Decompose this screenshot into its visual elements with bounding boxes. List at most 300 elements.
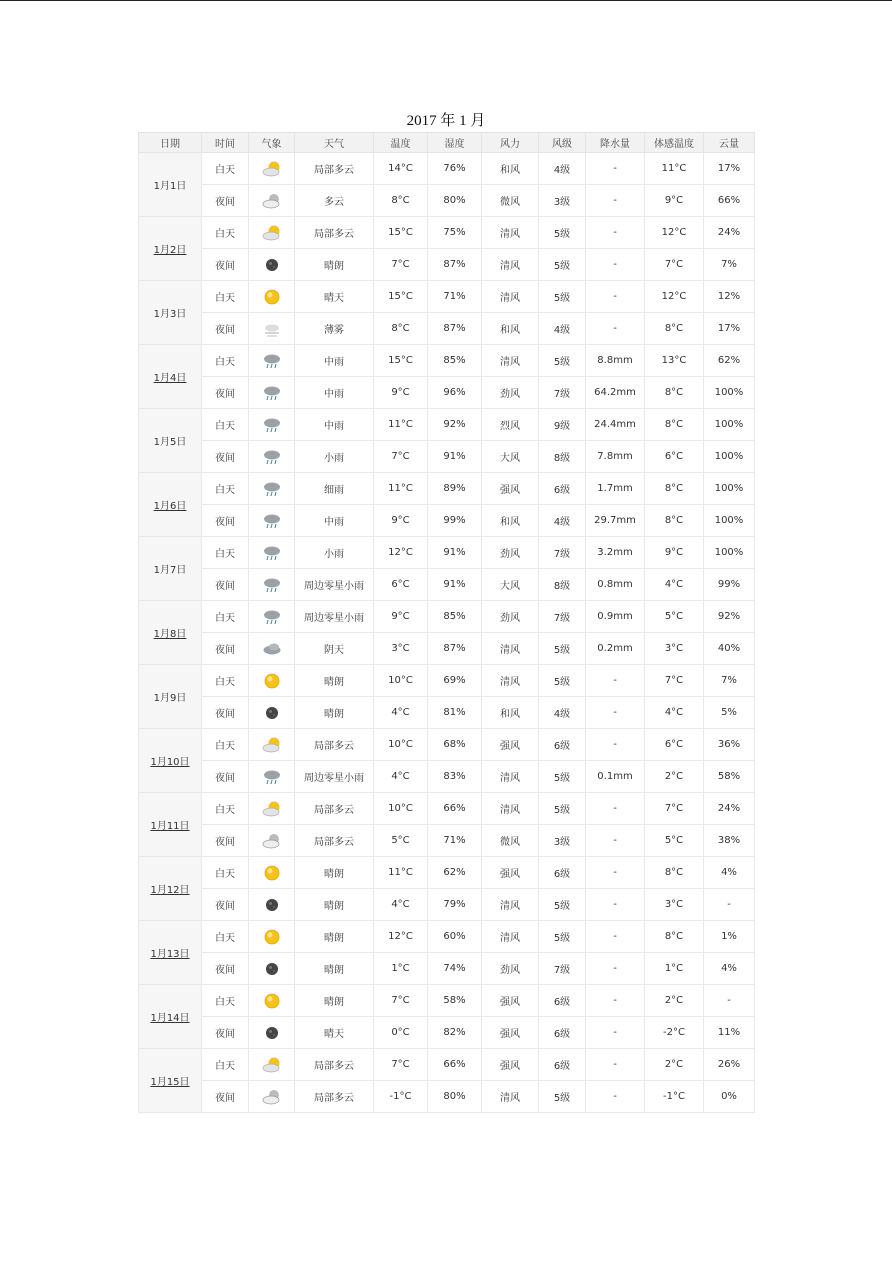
header-humidity: 湿度 xyxy=(428,133,482,153)
sun-icon xyxy=(261,288,283,306)
cloud-cover-cell: 62% xyxy=(704,345,755,377)
humidity-cell: 91% xyxy=(428,569,482,601)
date-cell xyxy=(139,409,202,473)
precipitation-cell: - xyxy=(586,1049,645,1081)
table-row xyxy=(139,505,755,537)
precipitation-cell: 8.8mm xyxy=(586,345,645,377)
date-cell xyxy=(139,281,202,345)
feels-like-cell: 13°C xyxy=(645,345,704,377)
time-cell: 白天 xyxy=(202,921,249,953)
feels-like-cell: 12°C xyxy=(645,281,704,313)
precipitation-cell: - xyxy=(586,825,645,857)
temperature-cell: 15°C xyxy=(374,281,428,313)
cloud-cover-cell: 38% xyxy=(704,825,755,857)
wind-cell: 和风 xyxy=(482,313,539,345)
precipitation-cell: - xyxy=(586,313,645,345)
weather-icon-cell xyxy=(249,537,295,569)
temperature-cell: 4°C xyxy=(374,761,428,793)
weather-icon-cell xyxy=(249,185,295,217)
time-cell: 夜间 xyxy=(202,761,249,793)
temperature-cell: 12°C xyxy=(374,921,428,953)
time-cell: 夜间 xyxy=(202,377,249,409)
feels-like-cell: 7°C xyxy=(645,249,704,281)
weather-icon-cell xyxy=(249,409,295,441)
table-row xyxy=(139,889,755,921)
wind-cell: 清风 xyxy=(482,889,539,921)
table-row xyxy=(139,793,755,825)
table-row xyxy=(139,761,755,793)
table-row xyxy=(139,1081,755,1113)
feels-like-cell: 3°C xyxy=(645,633,704,665)
rain-icon xyxy=(261,576,283,594)
time-cell: 白天 xyxy=(202,537,249,569)
wind-level-cell: 6级 xyxy=(539,1049,586,1081)
weather-cell: 局部多云 xyxy=(295,217,374,249)
temperature-cell: 10°C xyxy=(374,665,428,697)
date-cell[interactable] xyxy=(139,1049,202,1113)
wind-cell: 强风 xyxy=(482,1017,539,1049)
temperature-cell: 10°C xyxy=(374,729,428,761)
feels-like-cell: 7°C xyxy=(645,665,704,697)
date-link[interactable]: 1月2日 xyxy=(153,245,187,256)
wind-level-cell: 6级 xyxy=(539,473,586,505)
humidity-cell: 60% xyxy=(428,921,482,953)
weather-icon-cell xyxy=(249,921,295,953)
weather-table xyxy=(138,132,755,1113)
weather-icon-cell xyxy=(249,857,295,889)
wind-cell: 微风 xyxy=(482,185,539,217)
time-cell: 夜间 xyxy=(202,1081,249,1113)
precipitation-cell: - xyxy=(586,249,645,281)
top-border-line xyxy=(0,0,892,1)
feels-like-cell: 8°C xyxy=(645,313,704,345)
header-temperature: 温度 xyxy=(374,133,428,153)
wind-level-cell: 8级 xyxy=(539,441,586,473)
wind-level-cell: 6级 xyxy=(539,729,586,761)
date-label: 1月5日 xyxy=(153,437,187,448)
table-row xyxy=(139,345,755,377)
feels-like-cell: 6°C xyxy=(645,441,704,473)
date-link[interactable]: 1月4日 xyxy=(153,373,187,384)
moon-icon xyxy=(261,960,283,978)
time-cell: 白天 xyxy=(202,281,249,313)
cloud-cover-cell: 12% xyxy=(704,281,755,313)
wind-level-cell: 4级 xyxy=(539,153,586,185)
wind-cell: 大风 xyxy=(482,569,539,601)
wind-level-cell: 6级 xyxy=(539,857,586,889)
temperature-cell: 8°C xyxy=(374,313,428,345)
table-row xyxy=(139,249,755,281)
time-cell: 夜间 xyxy=(202,569,249,601)
weather-cell: 晴天 xyxy=(295,1017,374,1049)
date-cell[interactable] xyxy=(139,217,202,281)
temperature-cell: 4°C xyxy=(374,889,428,921)
wind-cell: 大风 xyxy=(482,441,539,473)
wind-cell: 烈风 xyxy=(482,409,539,441)
partly-cloudy-day-icon xyxy=(261,736,283,754)
wind-level-cell: 7级 xyxy=(539,601,586,633)
weather-cell: 小雨 xyxy=(295,441,374,473)
weather-icon-cell xyxy=(249,345,295,377)
weather-cell: 周边零星小雨 xyxy=(295,569,374,601)
temperature-cell: 9°C xyxy=(374,601,428,633)
sun-icon xyxy=(261,864,283,882)
precipitation-cell: - xyxy=(586,985,645,1017)
precipitation-cell: - xyxy=(586,153,645,185)
partly-cloudy-day-icon xyxy=(261,800,283,818)
weather-icon-cell xyxy=(249,281,295,313)
humidity-cell: 79% xyxy=(428,889,482,921)
weather-cell: 细雨 xyxy=(295,473,374,505)
weather-cell: 中雨 xyxy=(295,505,374,537)
weather-cell: 周边零星小雨 xyxy=(295,761,374,793)
feels-like-cell: 8°C xyxy=(645,857,704,889)
humidity-cell: 92% xyxy=(428,409,482,441)
table-row xyxy=(139,825,755,857)
sun-icon xyxy=(261,672,283,690)
table-row xyxy=(139,473,755,505)
header-weather: 天气 xyxy=(295,133,374,153)
rain-icon xyxy=(261,384,283,402)
rain-icon xyxy=(261,544,283,562)
temperature-cell: 9°C xyxy=(374,505,428,537)
weather-icon-cell xyxy=(249,441,295,473)
cloud-cover-cell: 11% xyxy=(704,1017,755,1049)
feels-like-cell: 8°C xyxy=(645,921,704,953)
wind-level-cell: 3级 xyxy=(539,825,586,857)
table-row xyxy=(139,921,755,953)
wind-level-cell: 4级 xyxy=(539,313,586,345)
feels-like-cell: 4°C xyxy=(645,569,704,601)
table-row xyxy=(139,377,755,409)
temperature-cell: 8°C xyxy=(374,185,428,217)
wind-level-cell: 5级 xyxy=(539,889,586,921)
wind-cell: 强风 xyxy=(482,1049,539,1081)
cloud-cover-cell: 4% xyxy=(704,953,755,985)
table-row xyxy=(139,665,755,697)
cloud-cover-cell: 92% xyxy=(704,601,755,633)
rain-icon xyxy=(261,352,283,370)
humidity-cell: 80% xyxy=(428,185,482,217)
wind-cell: 清风 xyxy=(482,761,539,793)
partly-cloudy-day-icon xyxy=(261,224,283,242)
humidity-cell: 69% xyxy=(428,665,482,697)
temperature-cell: 15°C xyxy=(374,217,428,249)
weather-icon-cell xyxy=(249,729,295,761)
feels-like-cell: 7°C xyxy=(645,793,704,825)
moon-icon xyxy=(261,704,283,722)
cloud-cover-cell: 4% xyxy=(704,857,755,889)
table-row xyxy=(139,217,755,249)
wind-cell: 劲风 xyxy=(482,953,539,985)
time-cell: 夜间 xyxy=(202,633,249,665)
wind-level-cell: 5级 xyxy=(539,921,586,953)
weather-cell: 晴朗 xyxy=(295,249,374,281)
date-cell[interactable] xyxy=(139,345,202,409)
time-cell: 夜间 xyxy=(202,441,249,473)
weather-cell: 晴朗 xyxy=(295,697,374,729)
cloud-cover-cell: 100% xyxy=(704,409,755,441)
weather-icon-cell xyxy=(249,1081,295,1113)
cloud-cover-cell: 100% xyxy=(704,537,755,569)
cloud-cover-cell: 7% xyxy=(704,665,755,697)
wind-level-cell: 4级 xyxy=(539,697,586,729)
temperature-cell: 7°C xyxy=(374,985,428,1017)
feels-like-cell: 5°C xyxy=(645,825,704,857)
humidity-cell: 81% xyxy=(428,697,482,729)
precipitation-cell: - xyxy=(586,889,645,921)
humidity-cell: 83% xyxy=(428,761,482,793)
weather-icon-cell xyxy=(249,953,295,985)
rain-icon xyxy=(261,416,283,434)
sun-icon xyxy=(261,992,283,1010)
date-cell[interactable] xyxy=(139,857,202,921)
table-row xyxy=(139,953,755,985)
cloud-cover-cell: 24% xyxy=(704,793,755,825)
feels-like-cell: 8°C xyxy=(645,409,704,441)
date-label: 1月7日 xyxy=(153,565,187,576)
wind-level-cell: 9级 xyxy=(539,409,586,441)
date-cell[interactable] xyxy=(139,985,202,1049)
weather-cell: 晴朗 xyxy=(295,857,374,889)
cloud-cover-cell: 99% xyxy=(704,569,755,601)
temperature-cell: 7°C xyxy=(374,249,428,281)
date-link[interactable]: 1月14日 xyxy=(150,1013,190,1024)
temperature-cell: -1°C xyxy=(374,1081,428,1113)
humidity-cell: 76% xyxy=(428,153,482,185)
humidity-cell: 58% xyxy=(428,985,482,1017)
cloud-cover-cell: 24% xyxy=(704,217,755,249)
wind-cell: 清风 xyxy=(482,281,539,313)
precipitation-cell: - xyxy=(586,185,645,217)
table-row xyxy=(139,697,755,729)
wind-level-cell: 5级 xyxy=(539,281,586,313)
header-wind: 风力 xyxy=(482,133,539,153)
wind-level-cell: 5级 xyxy=(539,761,586,793)
rain-icon xyxy=(261,768,283,786)
humidity-cell: 89% xyxy=(428,473,482,505)
cloud-cover-cell: 7% xyxy=(704,249,755,281)
rain-icon xyxy=(261,512,283,530)
weather-cell: 小雨 xyxy=(295,537,374,569)
wind-cell: 劲风 xyxy=(482,377,539,409)
humidity-cell: 99% xyxy=(428,505,482,537)
wind-level-cell: 5级 xyxy=(539,793,586,825)
time-cell: 白天 xyxy=(202,601,249,633)
weather-icon-cell xyxy=(249,377,295,409)
precipitation-cell: - xyxy=(586,665,645,697)
table-header-row xyxy=(139,133,755,153)
time-cell: 夜间 xyxy=(202,889,249,921)
wind-cell: 和风 xyxy=(482,153,539,185)
wind-level-cell: 5级 xyxy=(539,345,586,377)
precipitation-cell: 24.4mm xyxy=(586,409,645,441)
wind-level-cell: 5级 xyxy=(539,1081,586,1113)
wind-cell: 清风 xyxy=(482,633,539,665)
precipitation-cell: - xyxy=(586,953,645,985)
wind-level-cell: 7级 xyxy=(539,377,586,409)
weather-icon-cell xyxy=(249,793,295,825)
humidity-cell: 87% xyxy=(428,313,482,345)
humidity-cell: 85% xyxy=(428,601,482,633)
date-link[interactable]: 1月12日 xyxy=(150,885,190,896)
time-cell: 夜间 xyxy=(202,185,249,217)
time-cell: 夜间 xyxy=(202,825,249,857)
wind-cell: 清风 xyxy=(482,249,539,281)
feels-like-cell: 11°C xyxy=(645,153,704,185)
precipitation-cell: 1.7mm xyxy=(586,473,645,505)
date-cell xyxy=(139,665,202,729)
weather-icon-cell xyxy=(249,761,295,793)
temperature-cell: 9°C xyxy=(374,377,428,409)
wind-cell: 强风 xyxy=(482,473,539,505)
humidity-cell: 71% xyxy=(428,825,482,857)
time-cell: 夜间 xyxy=(202,1017,249,1049)
feels-like-cell: -2°C xyxy=(645,1017,704,1049)
precipitation-cell: 0.1mm xyxy=(586,761,645,793)
precipitation-cell: - xyxy=(586,697,645,729)
date-label: 1月9日 xyxy=(153,693,187,704)
humidity-cell: 71% xyxy=(428,281,482,313)
cloud-cover-cell: 100% xyxy=(704,473,755,505)
cloud-cover-cell: - xyxy=(704,889,755,921)
precipitation-cell: 64.2mm xyxy=(586,377,645,409)
wind-cell: 清风 xyxy=(482,793,539,825)
feels-like-cell: 3°C xyxy=(645,889,704,921)
moon-icon xyxy=(261,1024,283,1042)
weather-icon-cell xyxy=(249,313,295,345)
time-cell: 白天 xyxy=(202,665,249,697)
weather-cell: 多云 xyxy=(295,185,374,217)
humidity-cell: 66% xyxy=(428,1049,482,1081)
table-row xyxy=(139,729,755,761)
header-date: 日期 xyxy=(139,133,202,153)
humidity-cell: 87% xyxy=(428,249,482,281)
feels-like-cell: 2°C xyxy=(645,761,704,793)
weather-cell: 中雨 xyxy=(295,377,374,409)
humidity-cell: 85% xyxy=(428,345,482,377)
date-cell[interactable] xyxy=(139,793,202,857)
cloud-cover-cell: 100% xyxy=(704,505,755,537)
date-cell xyxy=(139,537,202,601)
humidity-cell: 75% xyxy=(428,217,482,249)
feels-like-cell: 8°C xyxy=(645,377,704,409)
humidity-cell: 80% xyxy=(428,1081,482,1113)
table-row xyxy=(139,1017,755,1049)
weather-icon-cell xyxy=(249,633,295,665)
table-body xyxy=(139,153,755,1113)
humidity-cell: 62% xyxy=(428,857,482,889)
cloud-cover-cell: 40% xyxy=(704,633,755,665)
feels-like-cell: 9°C xyxy=(645,537,704,569)
cloud-cover-cell: 17% xyxy=(704,153,755,185)
date-link[interactable]: 1月6日 xyxy=(153,501,187,512)
date-cell[interactable] xyxy=(139,921,202,985)
temperature-cell: 10°C xyxy=(374,793,428,825)
table-row xyxy=(139,185,755,217)
temperature-cell: 7°C xyxy=(374,1049,428,1081)
time-cell: 白天 xyxy=(202,153,249,185)
precipitation-cell: - xyxy=(586,281,645,313)
feels-like-cell: 2°C xyxy=(645,1049,704,1081)
wind-cell: 清风 xyxy=(482,217,539,249)
precipitation-cell: - xyxy=(586,217,645,249)
feels-like-cell: 12°C xyxy=(645,217,704,249)
table-row xyxy=(139,153,755,185)
feels-like-cell: 4°C xyxy=(645,697,704,729)
date-cell[interactable] xyxy=(139,729,202,793)
wind-level-cell: 7级 xyxy=(539,953,586,985)
date-cell xyxy=(139,153,202,217)
table-row xyxy=(139,441,755,473)
wind-cell: 清风 xyxy=(482,345,539,377)
wind-cell: 劲风 xyxy=(482,601,539,633)
time-cell: 白天 xyxy=(202,1049,249,1081)
precipitation-cell: 0.8mm xyxy=(586,569,645,601)
wind-cell: 强风 xyxy=(482,985,539,1017)
wind-cell: 劲风 xyxy=(482,537,539,569)
precipitation-cell: 0.9mm xyxy=(586,601,645,633)
rain-icon xyxy=(261,480,283,498)
moon-icon xyxy=(261,896,283,914)
cloud-icon xyxy=(261,640,283,658)
humidity-cell: 74% xyxy=(428,953,482,985)
precipitation-cell: 7.8mm xyxy=(586,441,645,473)
table-row xyxy=(139,633,755,665)
humidity-cell: 82% xyxy=(428,1017,482,1049)
cloud-cover-cell: 66% xyxy=(704,185,755,217)
partly-cloudy-night-icon xyxy=(261,832,283,850)
feels-like-cell: 8°C xyxy=(645,473,704,505)
cloud-cover-cell: 0% xyxy=(704,1081,755,1113)
wind-cell: 清风 xyxy=(482,1081,539,1113)
cloud-cover-cell: 100% xyxy=(704,441,755,473)
temperature-cell: 12°C xyxy=(374,537,428,569)
date-cell[interactable] xyxy=(139,601,202,665)
wind-level-cell: 7级 xyxy=(539,537,586,569)
date-link[interactable]: 1月10日 xyxy=(150,757,190,768)
date-link[interactable]: 1月11日 xyxy=(150,821,190,832)
weather-icon-cell xyxy=(249,825,295,857)
temperature-cell: 11°C xyxy=(374,409,428,441)
weather-cell: 局部多云 xyxy=(295,1049,374,1081)
date-link[interactable]: 1月8日 xyxy=(153,629,187,640)
precipitation-cell: 3.2mm xyxy=(586,537,645,569)
table-row xyxy=(139,985,755,1017)
table-row xyxy=(139,569,755,601)
date-link[interactable]: 1月15日 xyxy=(150,1077,190,1088)
table-row xyxy=(139,601,755,633)
rain-icon xyxy=(261,448,283,466)
wind-cell: 和风 xyxy=(482,697,539,729)
precipitation-cell: - xyxy=(586,1081,645,1113)
temperature-cell: 6°C xyxy=(374,569,428,601)
date-link[interactable]: 1月13日 xyxy=(150,949,190,960)
time-cell: 白天 xyxy=(202,793,249,825)
temperature-cell: 0°C xyxy=(374,1017,428,1049)
feels-like-cell: 1°C xyxy=(645,953,704,985)
humidity-cell: 87% xyxy=(428,633,482,665)
header-icon: 气象 xyxy=(249,133,295,153)
header-precipitation: 降水量 xyxy=(586,133,645,153)
temperature-cell: 3°C xyxy=(374,633,428,665)
cloud-cover-cell: 26% xyxy=(704,1049,755,1081)
partly-cloudy-day-icon xyxy=(261,1056,283,1074)
wind-level-cell: 5级 xyxy=(539,217,586,249)
date-cell[interactable] xyxy=(139,473,202,537)
time-cell: 夜间 xyxy=(202,953,249,985)
wind-level-cell: 5级 xyxy=(539,665,586,697)
